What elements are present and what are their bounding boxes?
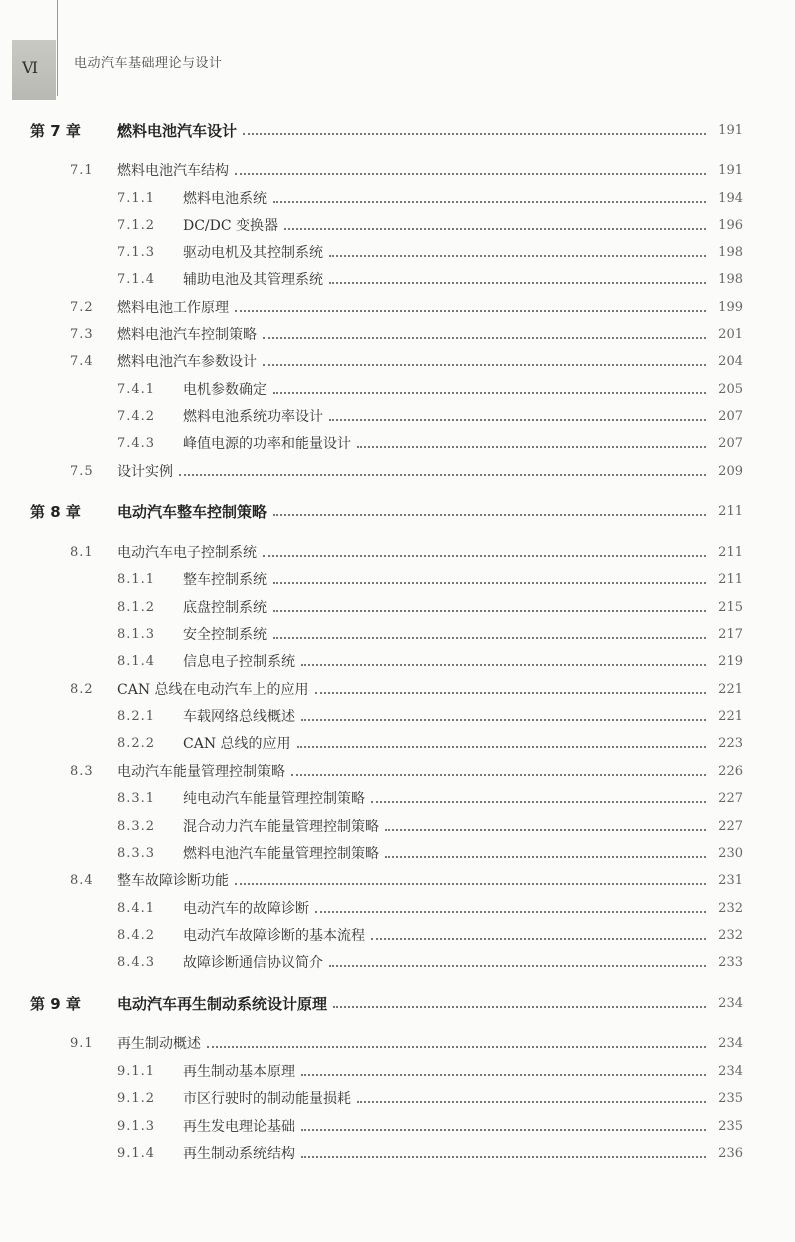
toc-page-number: 221 [718, 681, 743, 697]
toc-number: 8.4.1 [117, 900, 156, 916]
toc-title [183, 733, 706, 753]
page-number: Ⅵ [22, 58, 39, 77]
toc-leader-dots [301, 1154, 706, 1158]
toc-row [0, 1142, 795, 1164]
toc-row [0, 460, 795, 482]
toc-number: 7.5 [70, 463, 94, 479]
toc-number: 8.4.3 [117, 954, 156, 970]
toc-title [117, 542, 706, 562]
toc-row [0, 623, 795, 645]
toc-title [117, 761, 706, 781]
toc-title-text: 峰值电源的功率和能量设计 [183, 436, 351, 452]
toc-title [183, 1116, 706, 1136]
toc-row [0, 596, 795, 618]
toc-number: 7.3 [70, 326, 94, 342]
toc-title-text: 再生制动系统结构 [183, 1146, 295, 1162]
toc-row [0, 241, 795, 263]
toc-title-text: 辅助电池及其管理系统 [183, 272, 323, 288]
toc-page-number: 194 [718, 190, 743, 206]
toc-title [183, 215, 706, 235]
toc-page-number: 226 [718, 763, 743, 779]
toc-row [0, 323, 795, 345]
toc-page-number: 198 [718, 271, 743, 287]
toc-page-number: 217 [718, 626, 743, 642]
toc-title-text: 电动汽车电子控制系统 [117, 545, 257, 561]
toc-number: 8.1.4 [117, 653, 156, 669]
toc-title [183, 925, 706, 945]
toc-row [0, 787, 795, 809]
toc-row [0, 1060, 795, 1082]
toc-page-number: 199 [718, 299, 743, 315]
toc-title-text: CAN 总线的应用 [183, 736, 291, 752]
toc-row [0, 350, 795, 372]
toc-leader-dots [385, 827, 706, 831]
toc-leader-dots [273, 635, 706, 639]
toc-leader-dots [371, 799, 706, 803]
toc-page-number: 234 [718, 1035, 743, 1051]
toc-number: 8.1.2 [117, 599, 156, 615]
toc-page-number: 223 [718, 735, 743, 751]
toc-title [117, 160, 706, 180]
toc-leader-dots [243, 131, 706, 135]
toc-number: 8.4 [70, 872, 94, 888]
toc-leader-dots [329, 280, 706, 284]
toc-number: 9.1.4 [117, 1145, 156, 1161]
toc-page-number: 236 [718, 1145, 743, 1161]
toc-leader-dots [273, 608, 706, 612]
toc-title [117, 120, 706, 141]
toc-leader-dots [273, 512, 706, 516]
toc-page-number: 235 [718, 1090, 743, 1106]
toc-title-text: 燃料电池汽车设计 [117, 121, 238, 140]
toc-title-text: 燃料电池汽车参数设计 [117, 354, 257, 370]
toc-leader-dots [291, 772, 706, 776]
toc-number: 7.2 [70, 299, 94, 315]
toc-row [0, 650, 795, 672]
toc-row [0, 541, 795, 563]
toc-leader-dots [301, 1127, 706, 1131]
toc-leader-dots [179, 472, 706, 476]
toc-number: 7.1.2 [117, 217, 156, 233]
toc-row [0, 869, 795, 891]
toc-row [0, 897, 795, 919]
toc-title-text: 信息电子控制系统 [183, 654, 295, 670]
toc-number: 8.1.1 [117, 571, 156, 587]
toc-number: 7.4.1 [117, 381, 156, 397]
toc-number: 8.4.2 [117, 927, 156, 943]
toc-page-number: 227 [718, 790, 743, 806]
toc-number: 第 7 章 [30, 121, 81, 140]
toc-title [117, 461, 706, 481]
toc-row [0, 568, 795, 590]
toc-title-text: 车载网络总线概述 [183, 709, 295, 725]
toc-title [183, 952, 706, 972]
header-divider [57, 0, 58, 96]
toc-title [117, 870, 706, 890]
toc-title [117, 679, 706, 699]
toc-page-number: 219 [718, 653, 743, 669]
toc-title [183, 816, 706, 836]
toc-leader-dots [235, 308, 706, 312]
toc-leader-dots [284, 226, 706, 230]
toc-leader-dots [235, 881, 706, 885]
toc-title [183, 706, 706, 726]
toc-row [0, 705, 795, 727]
toc-page-number: 207 [718, 408, 743, 424]
toc-title [183, 406, 706, 426]
toc-title-text: 设计实例 [117, 464, 173, 480]
toc-title-text: 电动汽车故障诊断的基本流程 [183, 928, 365, 944]
toc-title [117, 351, 706, 371]
toc-page-number: 232 [718, 927, 743, 943]
toc-title [117, 297, 706, 317]
toc-title-text: 驱动电机及其控制系统 [183, 245, 323, 261]
toc-row [0, 187, 795, 209]
toc-title [183, 624, 706, 644]
toc-row [0, 214, 795, 236]
toc-number: 8.3.1 [117, 790, 156, 806]
toc-title-text: 再生制动概述 [117, 1036, 201, 1052]
toc-title-text: 燃料电池汽车能量管理控制策略 [183, 846, 379, 862]
toc-title [183, 433, 706, 453]
toc-title-text: 燃料电池汽车结构 [117, 163, 229, 179]
toc-title-text: 整车控制系统 [183, 572, 267, 588]
toc-page-number: 196 [718, 217, 743, 233]
toc-number: 第 8 章 [30, 502, 81, 521]
toc-page-number: 211 [718, 503, 743, 519]
toc-title [183, 843, 706, 863]
toc-title-text: 故障诊断通信协议简介 [183, 955, 323, 971]
toc-title [183, 597, 706, 617]
toc-row [0, 159, 795, 181]
toc-leader-dots [301, 1072, 706, 1076]
toc-row [0, 1087, 795, 1109]
toc-page-number: 234 [718, 995, 743, 1011]
toc-page-number: 235 [718, 1118, 743, 1134]
toc-page-number: 211 [718, 571, 743, 587]
toc-title-text: 整车故障诊断功能 [117, 873, 229, 889]
toc-title [183, 242, 706, 262]
toc-page-number: 198 [718, 244, 743, 260]
toc-title [183, 651, 706, 671]
toc-title-text: 电动汽车的故障诊断 [183, 901, 309, 917]
toc-number: 8.3.3 [117, 845, 156, 861]
toc-leader-dots [357, 1099, 706, 1103]
toc-row [0, 732, 795, 754]
toc-title-text: 燃料电池系统 [183, 191, 267, 207]
toc-title [183, 788, 706, 808]
toc-leader-dots [263, 362, 706, 366]
toc-page-number: 207 [718, 435, 743, 451]
toc-title [183, 1143, 706, 1163]
toc-title-text: 再生制动基本原理 [183, 1064, 295, 1080]
toc-title-text: 电机参数确定 [183, 382, 267, 398]
book-title: 电动汽车基础理论与设计 [74, 56, 223, 71]
toc-number: 8.1 [70, 544, 94, 560]
toc-title [183, 188, 706, 208]
toc-title-text: 纯电动汽车能量管理控制策略 [183, 791, 365, 807]
toc-leader-dots [371, 936, 706, 940]
toc-number: 8.3.2 [117, 818, 156, 834]
toc-title-text: 电动汽车能量管理控制策略 [117, 764, 285, 780]
toc-page-number: 191 [718, 162, 743, 178]
toc-leader-dots [329, 963, 706, 967]
toc-leader-dots [273, 199, 706, 203]
toc-number: 7.1.3 [117, 244, 156, 260]
toc-number: 8.1.3 [117, 626, 156, 642]
toc-title-text: 电动汽车整车控制策略 [117, 502, 268, 521]
toc-leader-dots [329, 417, 706, 421]
toc-title-text: 市区行驶时的制动能量损耗 [183, 1091, 351, 1107]
toc-title [117, 1033, 706, 1053]
toc-page-number: 231 [718, 872, 743, 888]
toc-title-text: 安全控制系统 [183, 627, 267, 643]
toc-title-text: 燃料电池系统功率设计 [183, 409, 323, 425]
toc-title [183, 269, 706, 289]
toc-row [0, 432, 795, 454]
toc-page-number: 204 [718, 353, 743, 369]
toc-title-text: CAN 总线在电动汽车上的应用 [117, 682, 309, 698]
toc-chapter-row [0, 500, 795, 522]
toc-page-number: 232 [718, 900, 743, 916]
toc-leader-dots [315, 909, 706, 913]
toc-title-text: 燃料电池工作原理 [117, 300, 229, 316]
toc-chapter-row [0, 119, 795, 141]
toc-page-number: 205 [718, 381, 743, 397]
toc-leader-dots [333, 1004, 706, 1008]
toc-title-text: 底盘控制系统 [183, 600, 267, 616]
toc-number: 7.4.2 [117, 408, 156, 424]
toc-row [0, 296, 795, 318]
toc-page-number: 221 [718, 708, 743, 724]
toc-row [0, 760, 795, 782]
toc-leader-dots [263, 553, 706, 557]
toc-page-number: 191 [718, 122, 743, 138]
toc-title [183, 379, 706, 399]
toc-number: 第 9 章 [30, 994, 81, 1013]
toc-leader-dots [329, 253, 706, 257]
toc-leader-dots [207, 1044, 706, 1048]
toc-number: 8.2.1 [117, 708, 156, 724]
toc-number: 9.1 [70, 1035, 94, 1051]
toc-title-text: DC/DC 变换器 [183, 218, 279, 234]
toc-title [183, 1061, 706, 1081]
toc-number: 9.1.2 [117, 1090, 156, 1106]
toc-leader-dots [273, 580, 706, 584]
toc-row [0, 924, 795, 946]
toc-page-number: 227 [718, 818, 743, 834]
toc-number: 8.3 [70, 763, 94, 779]
toc-leader-dots [273, 390, 706, 394]
toc-title-text: 电动汽车再生制动系统设计原理 [117, 994, 328, 1013]
toc-leader-dots [385, 854, 706, 858]
toc-row [0, 268, 795, 290]
toc-title [117, 324, 706, 344]
toc-page-number: 215 [718, 599, 743, 615]
toc-row [0, 1115, 795, 1137]
toc-title-text: 再生发电理论基础 [183, 1119, 295, 1135]
toc-row [0, 378, 795, 400]
toc-leader-dots [297, 744, 706, 748]
toc-number: 9.1.1 [117, 1063, 156, 1079]
toc-page-number: 233 [718, 954, 743, 970]
toc-leader-dots [235, 171, 706, 175]
toc-number: 7.1.4 [117, 271, 156, 287]
toc-page-number: 209 [718, 463, 743, 479]
toc-title-text: 燃料电池汽车控制策略 [117, 327, 257, 343]
toc-row [0, 815, 795, 837]
toc-title [183, 898, 706, 918]
toc-title [117, 501, 706, 522]
toc-chapter-row [0, 992, 795, 1014]
toc-number: 7.1.1 [117, 190, 156, 206]
toc-page-number: 211 [718, 544, 743, 560]
toc-row [0, 951, 795, 973]
toc-leader-dots [357, 444, 706, 448]
toc-title [183, 1088, 706, 1108]
toc-title-text: 混合动力汽车能量管理控制策略 [183, 819, 379, 835]
toc-number: 9.1.3 [117, 1118, 156, 1134]
toc-leader-dots [301, 717, 706, 721]
toc-leader-dots [315, 690, 706, 694]
toc-page-number: 234 [718, 1063, 743, 1079]
toc-row [0, 405, 795, 427]
toc-number: 7.4 [70, 353, 94, 369]
toc-leader-dots [263, 335, 706, 339]
toc-number: 7.4.3 [117, 435, 156, 451]
toc-number: 8.2.2 [117, 735, 156, 751]
toc-row [0, 842, 795, 864]
toc-row [0, 1032, 795, 1054]
toc-row [0, 678, 795, 700]
toc-title [183, 569, 706, 589]
toc-title [117, 993, 706, 1014]
toc-page-number: 230 [718, 845, 743, 861]
toc-leader-dots [301, 662, 706, 666]
toc-number: 8.2 [70, 681, 94, 697]
toc-page-number: 201 [718, 326, 743, 342]
toc-number: 7.1 [70, 162, 94, 178]
